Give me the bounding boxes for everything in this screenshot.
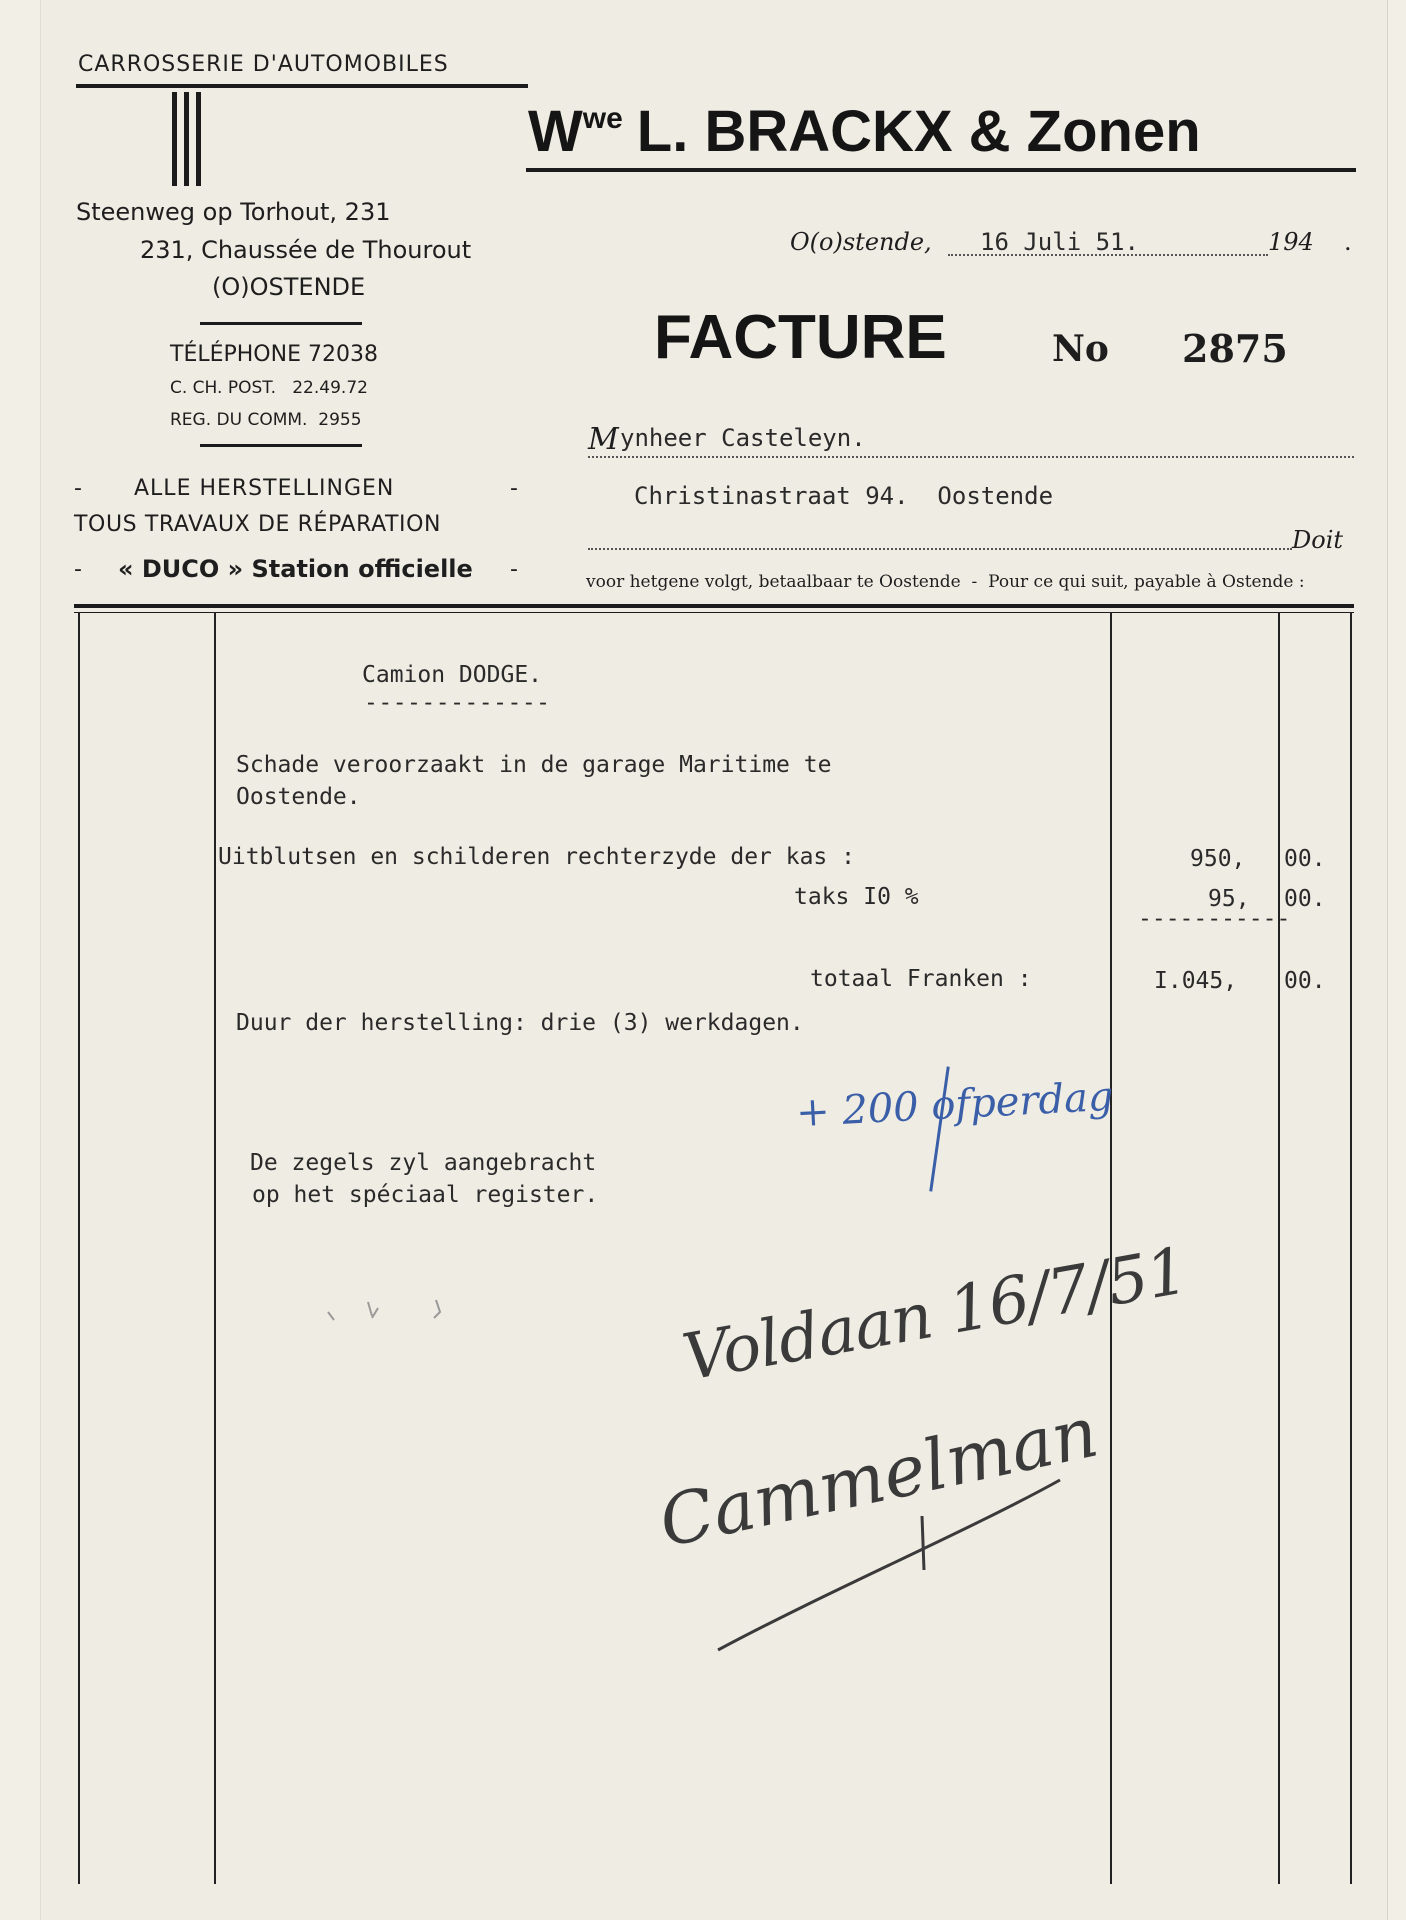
company-name-rule <box>526 168 1356 172</box>
subject: Camion DODGE. <box>362 662 543 688</box>
signature-flourish <box>710 1420 1130 1680</box>
invoice-date: 16 Juli 51. <box>980 228 1139 256</box>
table-col-divider-cents <box>1278 612 1280 1884</box>
register-rule <box>200 444 362 447</box>
service-dash-r1: - <box>510 476 518 501</box>
company-name-prefix: W <box>528 99 583 164</box>
signature: Cammelman <box>652 1390 1105 1564</box>
description-line-1: Schade veroorzaakt in de garage Maritime te <box>236 752 832 778</box>
table-left-border <box>78 612 80 1884</box>
service-line-3: « DUCO » Station officielle <box>118 555 473 583</box>
invoice-year-printed: 194 <box>1268 228 1314 256</box>
line-item-description: Uitblutsen en schilderen rechterzyde der kas : <box>218 844 855 870</box>
handwritten-paid: Voldaan 16/7/51 <box>677 1234 1193 1396</box>
tax-label: taks I0 % <box>794 884 919 910</box>
company-name-super: we <box>582 102 623 135</box>
invoice-number: 2875 <box>1182 326 1288 371</box>
stamps-note-1: De zegels zyl aangebracht <box>250 1150 597 1176</box>
table-top-rule-thin <box>74 612 1354 613</box>
postal-account: C. CH. POST. 22.49.72 <box>170 378 368 398</box>
table-right-border <box>1350 612 1352 1884</box>
trade-rule <box>76 84 528 88</box>
decor-bar-1 <box>172 92 177 186</box>
line-item-amount: 950, <box>1190 846 1246 872</box>
telephone: TÉLÉPHONE 72038 <box>170 342 378 367</box>
decor-bar-3 <box>196 92 201 186</box>
invoice-number-label: No <box>1052 328 1109 370</box>
total-label: totaal Franken : <box>810 966 1032 992</box>
total-amount: I.045, <box>1154 968 1238 994</box>
address-rule <box>200 322 362 325</box>
invoice-title: FACTURE <box>654 303 947 372</box>
decor-bar-2 <box>184 92 189 186</box>
recipient-initial: M <box>588 422 619 457</box>
total-cents: 00. <box>1284 968 1326 994</box>
company-name-main: L. BRACKX & Zonen <box>636 99 1201 164</box>
recipient-address: Christinastraat 94. Oostende <box>634 482 1054 510</box>
tax-cents: 00. <box>1284 886 1326 912</box>
tax-amount: 95, <box>1208 886 1250 912</box>
service-dash-l3: - <box>74 557 82 582</box>
service-dash-r3: - <box>510 557 518 582</box>
recipient-name: ynheer Casteleyn. <box>620 424 866 452</box>
pencil-marks <box>318 1282 478 1342</box>
handwritten-note-blue: + 200 ofperdag <box>795 1073 1115 1137</box>
sum-rule: ----------- <box>1138 906 1291 932</box>
subject-underline: ------------- <box>364 690 551 716</box>
service-line-2: TOUS TRAVAUX DE RÉPARATION <box>74 512 442 537</box>
invoice-place: O(o)stende, <box>790 228 932 256</box>
payment-terms: voor hetgene volgt, betaalbaar te Oostende - Pour ce qui suit, payable à Ostende : <box>586 572 1305 592</box>
repair-duration: Duur der herstelling: drie (3) werkdagen. <box>236 1010 804 1036</box>
service-line-1: ALLE HERSTELLINGEN <box>134 476 395 501</box>
table-col-divider-1 <box>214 612 216 1884</box>
stamps-note-2: op het spéciaal register. <box>252 1182 599 1208</box>
trade-heading: CARROSSERIE D'AUTOMOBILES <box>78 52 449 77</box>
address-line-2: 231, Chaussée de Thourout <box>140 236 472 264</box>
service-dash-l1: - <box>74 476 82 501</box>
company-name <box>528 98 1201 165</box>
trade-register: REG. DU COMM. 2955 <box>170 410 362 430</box>
address-dotline <box>588 548 1292 550</box>
table-top-rule <box>74 604 1354 608</box>
address-city: (O)OSTENDE <box>212 273 366 301</box>
doit-label: Doit <box>1292 526 1344 554</box>
line-item-cents: 00. <box>1284 846 1326 872</box>
description-line-2: Oostende. <box>236 784 361 810</box>
address-line-1: Steenweg op Torhout, 231 <box>76 198 391 226</box>
recipient-dotline <box>588 456 1354 458</box>
invoice-year-dot: . <box>1344 228 1352 256</box>
